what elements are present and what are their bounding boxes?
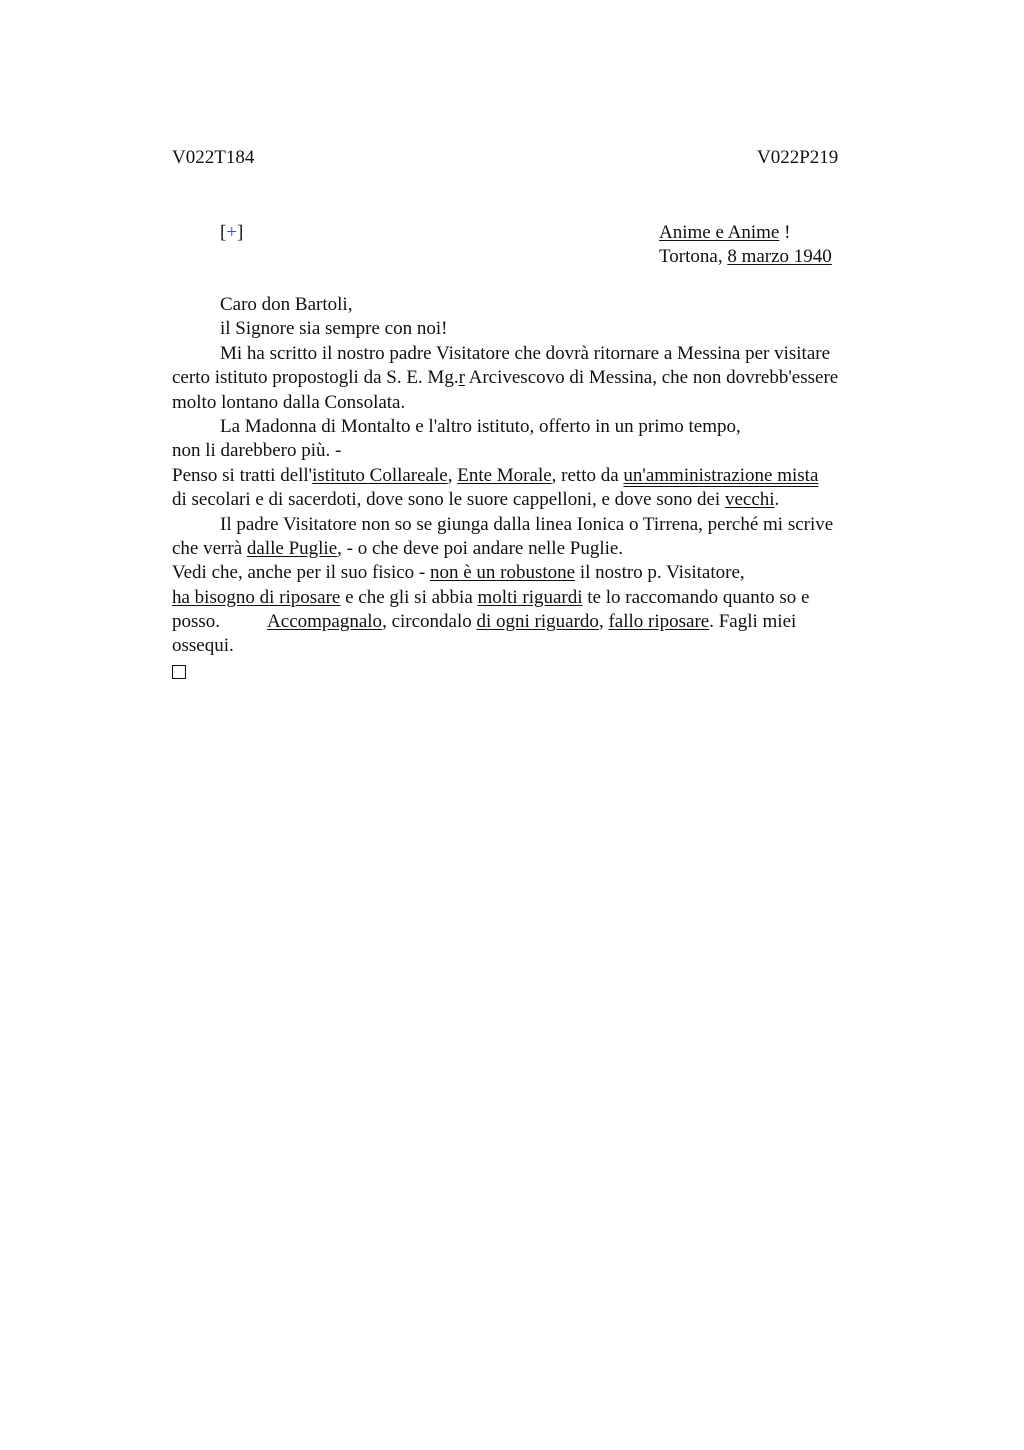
text-run: posso. xyxy=(172,611,221,633)
text-run: Vedi che, anche per il suo fisico - xyxy=(172,562,430,584)
letter-body xyxy=(172,293,902,683)
text-run: non è un robustone xyxy=(430,562,576,584)
text-run: , xyxy=(447,464,458,486)
document-ref-left: V022T184 xyxy=(172,147,255,168)
text-run: dalle Puglie xyxy=(246,537,338,559)
marker-close: ] xyxy=(237,222,244,243)
paragraph-line xyxy=(172,366,902,390)
paragraph-line: Mi ha scritto il nostro padre Visitatore che dovrà ritornare a Messina per visitare xyxy=(220,342,831,364)
text-run: . Fagli miei xyxy=(709,611,797,633)
text-run: , xyxy=(598,611,609,633)
text-run: Penso si tratti dell' xyxy=(172,464,313,486)
document-ref-right: V022P219 xyxy=(757,147,839,168)
text-run: vecchi xyxy=(724,489,775,511)
text-run: Arcivescovo di Messina, che non dovrebb'essere xyxy=(464,367,839,389)
text-run: che verrà xyxy=(172,537,247,559)
text-run: ha bisogno di riposare xyxy=(172,586,341,608)
paragraph-line xyxy=(172,537,902,561)
paragraph-line xyxy=(172,586,902,610)
paragraph-line xyxy=(172,464,902,488)
text-run: , circondalo xyxy=(382,611,477,633)
plus-icon[interactable]: + xyxy=(226,222,238,243)
text-run: e che gli si abbia xyxy=(340,586,478,608)
paragraph-line xyxy=(172,488,902,512)
marker-open: [ xyxy=(220,222,227,243)
paragraph-line xyxy=(172,561,902,585)
text-run: di secolari e di sacerdoti, dove sono le suore cappelloni, e dove sono dei xyxy=(172,489,725,511)
paragraph-line xyxy=(172,610,902,634)
paragraph-line: Il padre Visitatore non so se giunga dalla linea Ionica o Tirrena, perché mi scrive xyxy=(220,513,834,535)
salutation: Caro don Bartoli, xyxy=(220,294,353,315)
paragraph-line: La Madonna di Montalto e l'altro istituto, offerto in un primo tempo, xyxy=(220,415,741,437)
letter-date: 8 marzo 1940 xyxy=(727,246,832,267)
text-run: , retto da xyxy=(551,464,624,486)
text-run: Ente Morale xyxy=(457,464,552,486)
text-run: il nostro p. Visitatore, xyxy=(575,562,745,584)
greeting: il Signore sia sempre con noi! xyxy=(220,318,448,340)
text-run: un'amministrazione mista xyxy=(623,464,819,486)
text-run: te lo raccomando quanto so e xyxy=(582,586,810,608)
end-mark xyxy=(172,659,902,683)
text-run: Accompagnalo xyxy=(267,611,383,633)
text-run: , - o che deve poi andare nelle Puglie. xyxy=(337,537,624,559)
letter-title xyxy=(659,221,790,245)
title-exclamation: ! xyxy=(779,222,791,243)
square-icon xyxy=(172,665,186,679)
expand-marker[interactable] xyxy=(220,221,243,245)
letter-place-date xyxy=(659,245,832,269)
text-run: molti riguardi xyxy=(477,586,583,608)
title-text: Anime e Anime xyxy=(659,222,780,243)
text-run: certo istituto propostogli da S. E. Mg. xyxy=(172,367,459,389)
paragraph-line: non li darebbero più. - xyxy=(172,440,342,462)
letter-place: Tortona, xyxy=(659,246,728,267)
text-run: di ogni riguardo xyxy=(476,611,599,633)
text-run: . xyxy=(774,489,780,511)
text-run: istituto Collareale xyxy=(312,464,448,486)
closing-line: ossequi. xyxy=(172,635,234,657)
text-run: fallo riposare xyxy=(608,611,710,633)
paragraph-line: molto lontano dalla Consolata. xyxy=(172,391,406,413)
text-run: r xyxy=(458,367,465,389)
